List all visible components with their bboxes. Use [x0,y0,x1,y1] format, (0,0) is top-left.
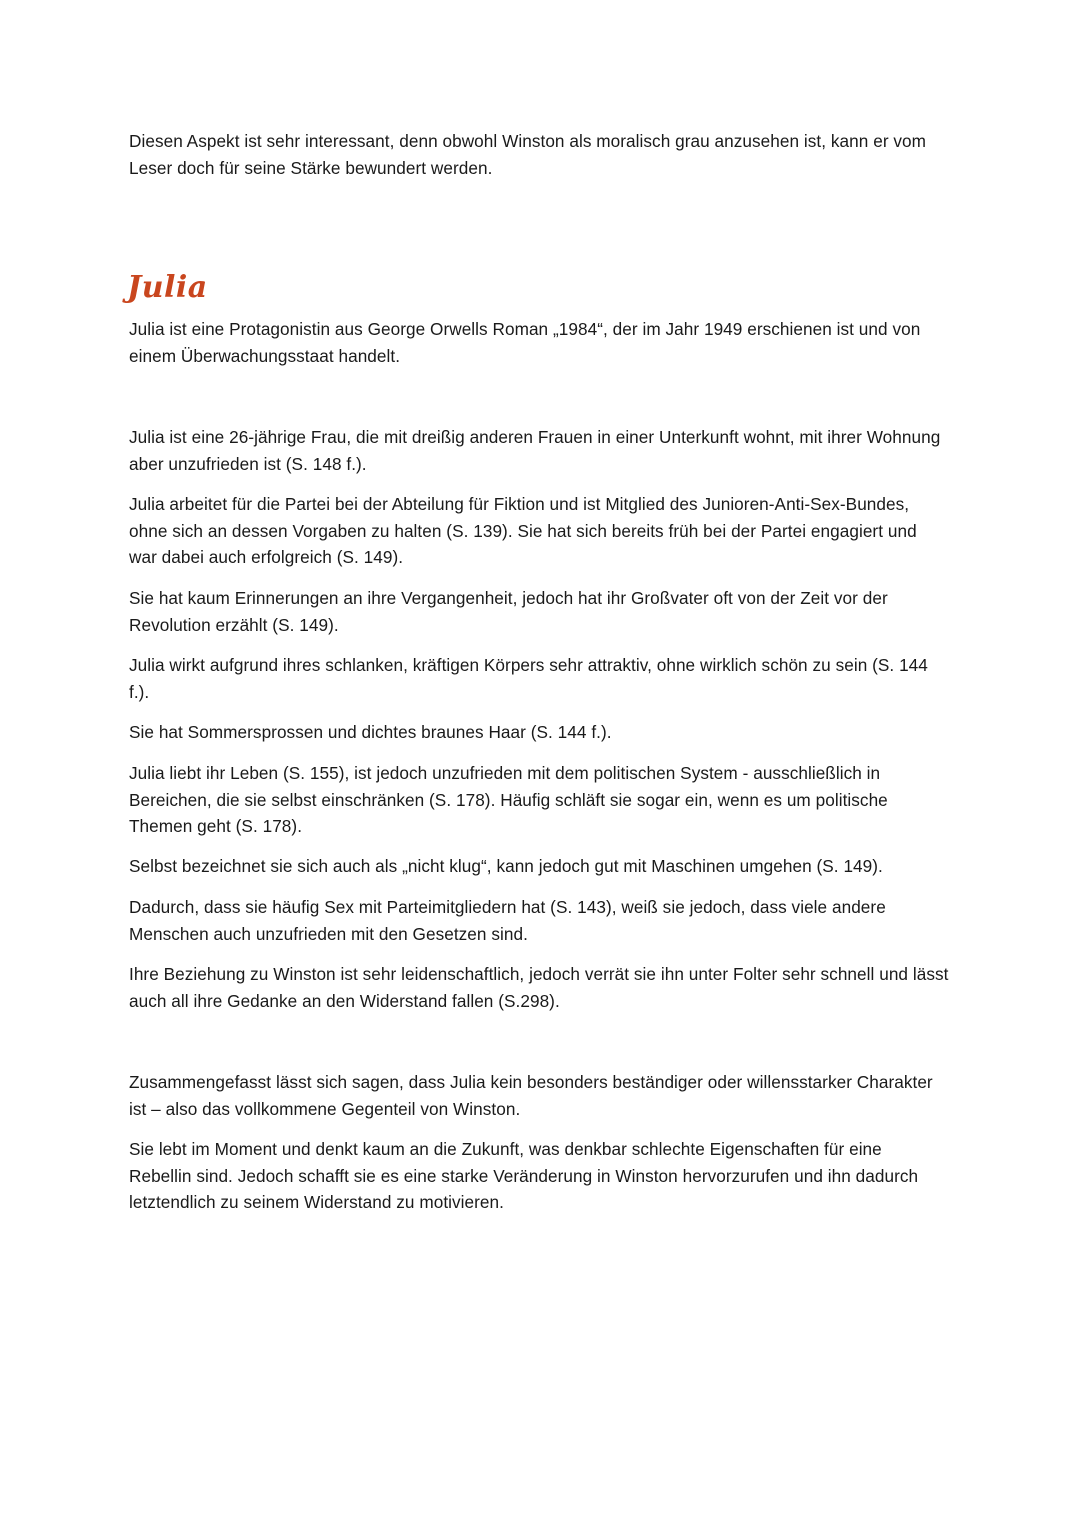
paragraph-summary: Zusammengefasst lässt sich sagen, dass Julia kein besonders beständiger oder willensstarker Charakter ist – also das vollkommene Gegenteil von Winston. [129,1072,933,1119]
paragraph-party-members: Dadurch, dass sie häufig Sex mit Parteimitgliedern hat (S. 143), weiß sie jedoch, dass viele andere Menschen auch unzufrieden mit den Gesetzen sind. [129,897,886,944]
paragraph-appearance: Julia wirkt aufgrund ihres schlanken, kräftigen Körpers sehr attraktiv, ohne wirklich schön zu sein (S. 144 f.). [129,655,928,702]
intro-paragraph: Diesen Aspekt ist sehr interessant, denn obwohl Winston als moralisch grau anzusehen ist, kann er vom Leser doch für seine Stärke bewundert werden. [129,131,927,178]
paragraph-not-clever: Selbst bezeichnet sie sich auch als „nicht klug“, kann jedoch gut mit Maschinen umgehen (S. 149). [129,856,883,876]
paragraph-memories: Sie hat kaum Erinnerungen an ihre Vergangenheit, jedoch hat ihr Großvater oft von der Zeit vor der Revolution erzählt (S. 149). [129,588,888,635]
paragraph-age-residence: Julia ist eine 26-jährige Frau, die mit dreißig anderen Frauen in einer Unterkunft wohnt, mit ihrer Wohnung aber unzufrieden ist (S. 148 f.). [129,427,941,474]
paragraph-relationship: Ihre Beziehung zu Winston ist sehr leidenschaftlich, jedoch verrät sie ihn unter Folter sehr schnell und lässt auch all ihre Gedanke an den Widerstand fallen (S.298). [129,964,949,1011]
paragraph-work-party: Julia arbeitet für die Partei bei der Abteilung für Fiktion und ist Mitglied des Junioren-Anti-Sex-Bundes, ohne sich an dessen Vorgaben zu halten (S. 139). Sie hat sich bereits früh bei der Partei engagiert und war dabei auch erfolgreich (S. 149). [129,494,917,567]
paragraph-life-politics: Julia liebt ihr Leben (S. 155), ist jedoch unzufrieden mit dem politischen System - ausschließlich in Bereichen, die sie selbst einschränken (S. 178). Häufig schläft sie sogar ein, wenn es um politische Themen geht (S. 178). [129,763,888,836]
section-heading-julia: Julia [127,270,208,305]
paragraph-freckles: Sie hat Sommersprossen und dichtes braunes Haar (S. 144 f.). [129,722,612,742]
paragraph-conclusion: Sie lebt im Moment und denkt kaum an die Zukunft, was denkbar schlechte Eigenschaften für eine Rebellin sind. Jedoch schafft sie es eine starke Veränderung in Winston hervorzurufen und ihn dadurch letztendlich zu seinem Widerstand zu motivieren. [129,1139,919,1212]
paragraph-intro-julia: Julia ist eine Protagonistin aus George Orwells Roman „1984“, der im Jahr 1949 erschienen ist und von einem Überwachungsstaat handelt. [129,319,921,366]
